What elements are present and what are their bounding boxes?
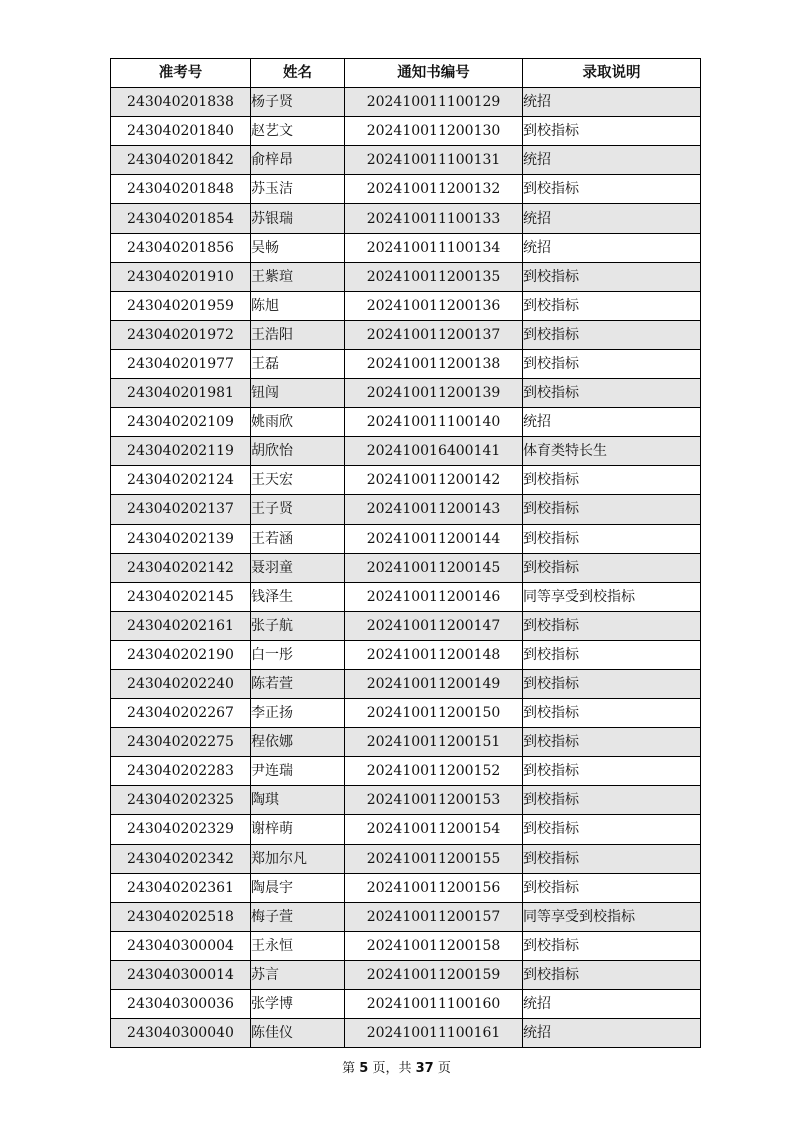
cell-exam-id: 243040202119 <box>111 437 251 466</box>
cell-notice-number: 202410011200130 <box>345 117 523 146</box>
cell-admission-note: 到校指标 <box>523 669 701 698</box>
table-row <box>111 524 701 553</box>
cell-exam-id: 243040201848 <box>111 175 251 204</box>
table-row <box>111 699 701 728</box>
cell-admission-note: 到校指标 <box>523 844 701 873</box>
cell-notice-number: 202410011100131 <box>345 146 523 175</box>
cell-exam-id: 243040202329 <box>111 815 251 844</box>
cell-exam-id: 243040202109 <box>111 408 251 437</box>
header-exam-id: 准考号 <box>111 59 251 88</box>
footer-middle: 页，共 <box>372 1061 412 1076</box>
table-row <box>111 553 701 582</box>
table-row <box>111 669 701 698</box>
cell-name: 吴畅 <box>251 233 345 262</box>
table-row <box>111 931 701 960</box>
cell-name: 赵艺文 <box>251 117 345 146</box>
footer-total-pages: 37 <box>415 1061 434 1076</box>
cell-admission-note: 到校指标 <box>523 728 701 757</box>
cell-admission-note: 统招 <box>523 990 701 1019</box>
cell-notice-number: 202410011200151 <box>345 728 523 757</box>
cell-notice-number: 202410011200153 <box>345 786 523 815</box>
cell-notice-number: 202410011200148 <box>345 640 523 669</box>
cell-notice-number: 202410011200144 <box>345 524 523 553</box>
cell-exam-id: 243040201959 <box>111 291 251 320</box>
table-row <box>111 117 701 146</box>
cell-name: 王浩阳 <box>251 320 345 349</box>
cell-notice-number: 202410011200152 <box>345 757 523 786</box>
cell-name: 王若涵 <box>251 524 345 553</box>
cell-name: 王磊 <box>251 349 345 378</box>
cell-notice-number: 202410011200138 <box>345 349 523 378</box>
cell-notice-number: 202410016400141 <box>345 437 523 466</box>
cell-notice-number: 202410011200146 <box>345 582 523 611</box>
table-row <box>111 757 701 786</box>
cell-exam-id: 243040201981 <box>111 379 251 408</box>
cell-notice-number: 202410011200132 <box>345 175 523 204</box>
cell-admission-note: 到校指标 <box>523 699 701 728</box>
cell-notice-number: 202410011100160 <box>345 990 523 1019</box>
cell-name: 俞梓昂 <box>251 146 345 175</box>
table-row <box>111 349 701 378</box>
cell-name: 胡欣怡 <box>251 437 345 466</box>
header-name: 姓名 <box>251 59 345 88</box>
cell-admission-note: 到校指标 <box>523 786 701 815</box>
table-body <box>111 88 701 1048</box>
table-row <box>111 611 701 640</box>
cell-admission-note: 到校指标 <box>523 553 701 582</box>
cell-name: 钱泽生 <box>251 582 345 611</box>
footer-suffix: 页 <box>437 1061 451 1076</box>
cell-admission-note: 同等享受到校指标 <box>523 902 701 931</box>
cell-admission-note: 到校指标 <box>523 262 701 291</box>
cell-exam-id: 243040202325 <box>111 786 251 815</box>
cell-notice-number: 202410011200137 <box>345 320 523 349</box>
cell-name: 钮闯 <box>251 379 345 408</box>
cell-exam-id: 243040202142 <box>111 553 251 582</box>
cell-notice-number: 202410011200157 <box>345 902 523 931</box>
cell-exam-id: 243040201838 <box>111 88 251 117</box>
cell-exam-id: 243040300036 <box>111 990 251 1019</box>
cell-name: 姚雨欣 <box>251 408 345 437</box>
cell-exam-id: 243040201854 <box>111 204 251 233</box>
cell-notice-number: 202410011200143 <box>345 495 523 524</box>
cell-admission-note: 到校指标 <box>523 495 701 524</box>
cell-name: 白一彤 <box>251 640 345 669</box>
table-row <box>111 379 701 408</box>
cell-admission-note: 到校指标 <box>523 524 701 553</box>
cell-admission-note: 到校指标 <box>523 611 701 640</box>
cell-notice-number: 202410011100161 <box>345 1019 523 1048</box>
cell-name: 陈旭 <box>251 291 345 320</box>
cell-admission-note: 到校指标 <box>523 466 701 495</box>
footer-page-number: 5 <box>359 1061 369 1076</box>
cell-name: 王子贤 <box>251 495 345 524</box>
cell-admission-note: 统招 <box>523 1019 701 1048</box>
page-footer <box>0 1057 793 1076</box>
table-row <box>111 1019 701 1048</box>
cell-name: 苏玉洁 <box>251 175 345 204</box>
cell-notice-number: 202410011100134 <box>345 233 523 262</box>
cell-name: 陶晨宇 <box>251 873 345 902</box>
cell-name: 谢梓萌 <box>251 815 345 844</box>
cell-exam-id: 243040202124 <box>111 466 251 495</box>
cell-exam-id: 243040202190 <box>111 640 251 669</box>
table-header-row <box>111 59 701 88</box>
table-row <box>111 408 701 437</box>
cell-exam-id: 243040202361 <box>111 873 251 902</box>
cell-notice-number: 202410011100129 <box>345 88 523 117</box>
cell-exam-id: 243040201856 <box>111 233 251 262</box>
cell-admission-note: 到校指标 <box>523 757 701 786</box>
cell-admission-note: 体育类特长生 <box>523 437 701 466</box>
cell-admission-note: 同等享受到校指标 <box>523 582 701 611</box>
table-row <box>111 437 701 466</box>
table-row <box>111 146 701 175</box>
cell-exam-id: 243040202283 <box>111 757 251 786</box>
cell-notice-number: 202410011200159 <box>345 960 523 989</box>
cell-admission-note: 统招 <box>523 146 701 175</box>
cell-exam-id: 243040202342 <box>111 844 251 873</box>
cell-exam-id: 243040202145 <box>111 582 251 611</box>
cell-name: 苏银瑞 <box>251 204 345 233</box>
cell-admission-note: 到校指标 <box>523 815 701 844</box>
cell-exam-id: 243040201910 <box>111 262 251 291</box>
table-row <box>111 495 701 524</box>
cell-name: 苏言 <box>251 960 345 989</box>
cell-exam-id: 243040202275 <box>111 728 251 757</box>
cell-name: 陶琪 <box>251 786 345 815</box>
cell-name: 尹连瑞 <box>251 757 345 786</box>
cell-name: 王永恒 <box>251 931 345 960</box>
table-row <box>111 786 701 815</box>
cell-admission-note: 统招 <box>523 204 701 233</box>
cell-admission-note: 到校指标 <box>523 175 701 204</box>
cell-admission-note: 到校指标 <box>523 873 701 902</box>
table-row <box>111 582 701 611</box>
cell-notice-number: 202410011200155 <box>345 844 523 873</box>
table-row <box>111 262 701 291</box>
cell-admission-note: 统招 <box>523 233 701 262</box>
cell-notice-number: 202410011200139 <box>345 379 523 408</box>
table-row <box>111 902 701 931</box>
table-row <box>111 291 701 320</box>
cell-name: 陈佳仪 <box>251 1019 345 1048</box>
cell-notice-number: 202410011200156 <box>345 873 523 902</box>
table-row <box>111 175 701 204</box>
cell-name: 程依娜 <box>251 728 345 757</box>
cell-admission-note: 到校指标 <box>523 960 701 989</box>
cell-notice-number: 202410011200147 <box>345 611 523 640</box>
cell-notice-number: 202410011100140 <box>345 408 523 437</box>
cell-admission-note: 到校指标 <box>523 379 701 408</box>
cell-admission-note: 统招 <box>523 88 701 117</box>
table-row <box>111 815 701 844</box>
cell-name: 陈若萱 <box>251 669 345 698</box>
table-row <box>111 873 701 902</box>
table-row <box>111 320 701 349</box>
cell-notice-number: 202410011200145 <box>345 553 523 582</box>
cell-notice-number: 202410011100133 <box>345 204 523 233</box>
footer-prefix: 第 <box>342 1061 356 1076</box>
cell-exam-id: 243040202137 <box>111 495 251 524</box>
cell-exam-id: 243040300014 <box>111 960 251 989</box>
cell-name: 王紫瑄 <box>251 262 345 291</box>
admission-table <box>110 58 701 1048</box>
cell-exam-id: 243040202518 <box>111 902 251 931</box>
cell-name: 张子航 <box>251 611 345 640</box>
cell-name: 李正扬 <box>251 699 345 728</box>
cell-admission-note: 到校指标 <box>523 320 701 349</box>
table-row <box>111 204 701 233</box>
cell-exam-id: 243040202139 <box>111 524 251 553</box>
table-row <box>111 233 701 262</box>
table-row <box>111 88 701 117</box>
cell-exam-id: 243040201972 <box>111 320 251 349</box>
header-notice-number: 通知书编号 <box>345 59 523 88</box>
cell-exam-id: 243040201977 <box>111 349 251 378</box>
cell-exam-id: 243040202267 <box>111 699 251 728</box>
cell-name: 郑加尔凡 <box>251 844 345 873</box>
cell-exam-id: 243040202240 <box>111 669 251 698</box>
cell-notice-number: 202410011200142 <box>345 466 523 495</box>
cell-name: 聂羽童 <box>251 553 345 582</box>
table-row <box>111 640 701 669</box>
cell-admission-note: 到校指标 <box>523 640 701 669</box>
cell-admission-note: 到校指标 <box>523 117 701 146</box>
table-row <box>111 728 701 757</box>
cell-exam-id: 243040300040 <box>111 1019 251 1048</box>
table-row <box>111 990 701 1019</box>
header-admission-note: 录取说明 <box>523 59 701 88</box>
table-row <box>111 466 701 495</box>
cell-notice-number: 202410011200150 <box>345 699 523 728</box>
cell-notice-number: 202410011200135 <box>345 262 523 291</box>
cell-name: 杨子贤 <box>251 88 345 117</box>
cell-admission-note: 统招 <box>523 408 701 437</box>
cell-notice-number: 202410011200136 <box>345 291 523 320</box>
cell-exam-id: 243040201842 <box>111 146 251 175</box>
cell-name: 张学博 <box>251 990 345 1019</box>
cell-exam-id: 243040300004 <box>111 931 251 960</box>
cell-name: 王天宏 <box>251 466 345 495</box>
cell-notice-number: 202410011200154 <box>345 815 523 844</box>
cell-exam-id: 243040201840 <box>111 117 251 146</box>
cell-admission-note: 到校指标 <box>523 931 701 960</box>
cell-name: 梅子萱 <box>251 902 345 931</box>
cell-admission-note: 到校指标 <box>523 291 701 320</box>
table-row <box>111 960 701 989</box>
cell-notice-number: 202410011200149 <box>345 669 523 698</box>
cell-notice-number: 202410011200158 <box>345 931 523 960</box>
cell-admission-note: 到校指标 <box>523 349 701 378</box>
table-row <box>111 844 701 873</box>
cell-exam-id: 243040202161 <box>111 611 251 640</box>
